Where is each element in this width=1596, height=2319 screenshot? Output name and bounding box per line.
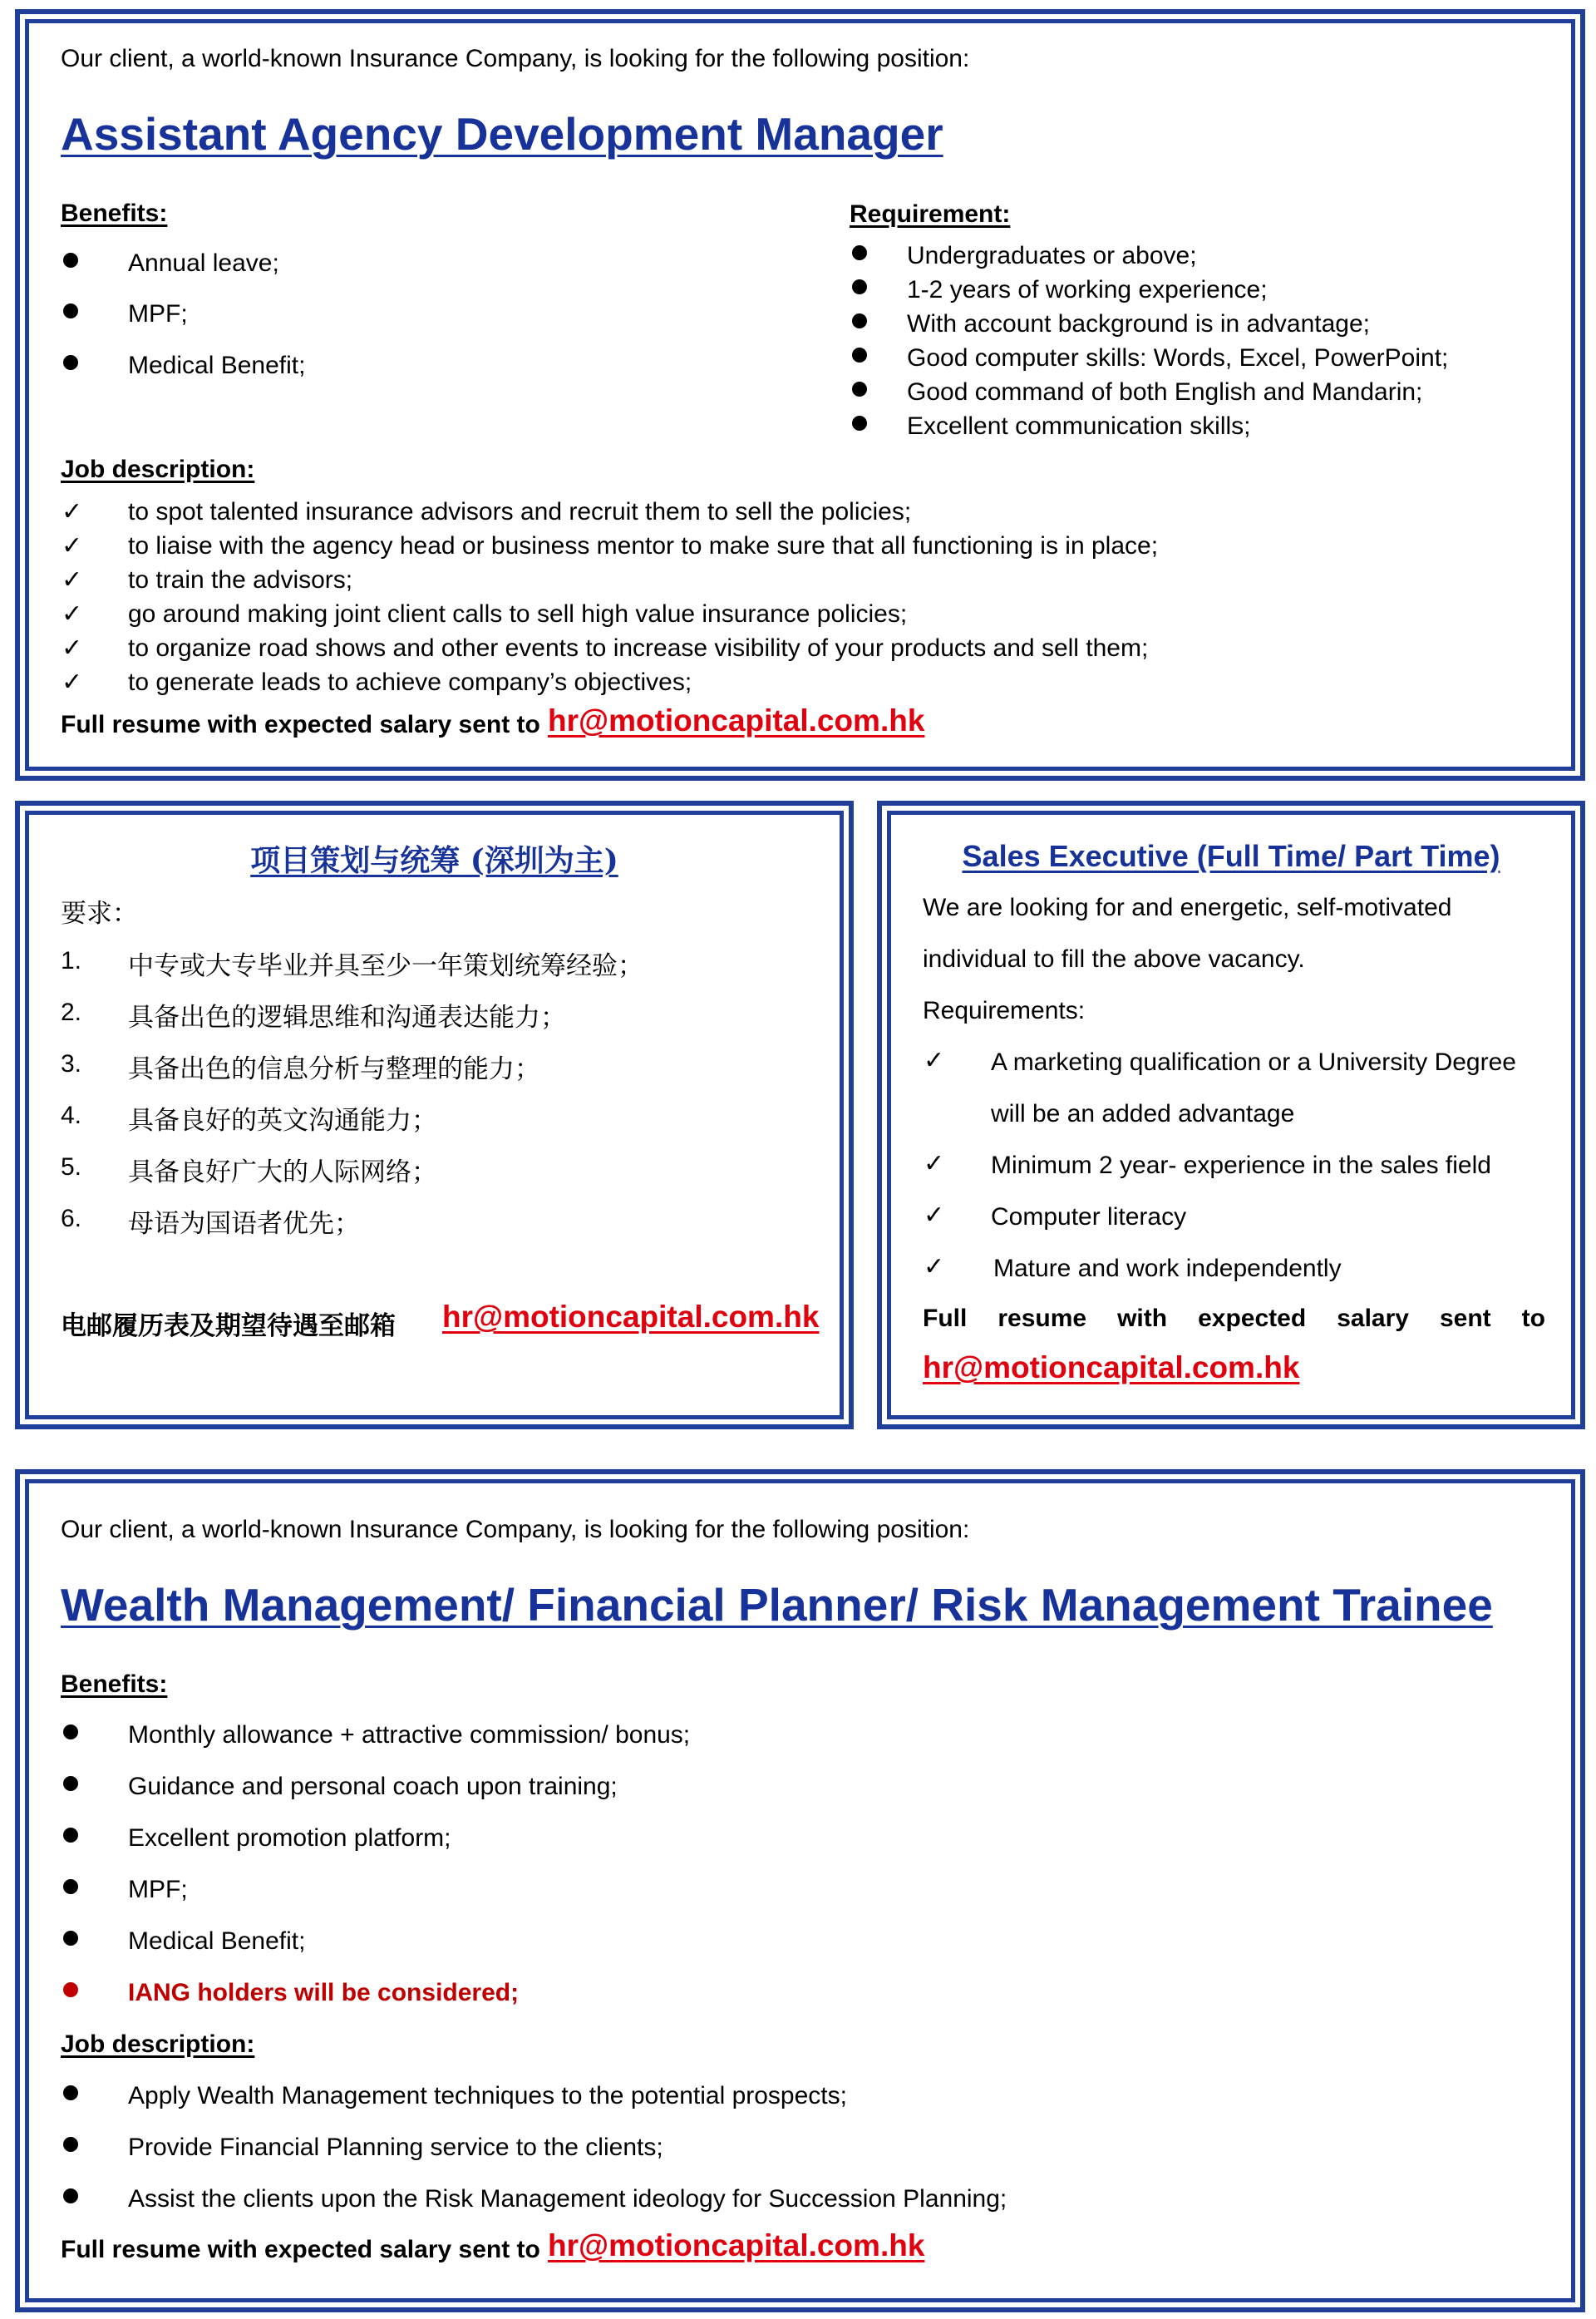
ad3-desc-line2: individual to fill the above vacancy.: [923, 945, 1305, 973]
bullet-icon: [63, 1776, 78, 1791]
ad1-requirement: Good computer skills: Words, Excel, PowerPoint;: [907, 344, 1449, 372]
ad3-send-word: to: [1521, 1305, 1545, 1332]
ad-assistant-agency-manager: [15, 9, 1585, 781]
ad3-send-word: Full: [923, 1305, 968, 1332]
ad3-email-link[interactable]: hr@motioncapital.com.hk: [923, 1350, 1300, 1384]
ad1-requirement: With account background is in advantage;: [907, 310, 1371, 338]
ad1-job: to liaise with the agency head or business mentor to make sure that all functioning is in place;: [128, 532, 1159, 560]
ad2-email-link[interactable]: hr@motioncapital.com.hk: [442, 1300, 820, 1334]
ad1-benefit: Medical Benefit;: [128, 352, 306, 379]
bullet-icon: [63, 1982, 78, 1997]
ad4-send-label: Full resume with expected salary sent to: [61, 2236, 540, 2263]
ad1-benefit: Annual leave;: [128, 249, 279, 277]
ad1-job-heading: Job description:: [61, 456, 255, 483]
ad2-item-number: 2.: [61, 999, 82, 1026]
bullet-icon: [63, 2085, 78, 2100]
checkmark-icon: ✓: [62, 668, 83, 697]
ad4-benefits-heading: Benefits:: [61, 1670, 168, 1698]
ad-wealth-management-trainee: [15, 1469, 1585, 2312]
ad2-send-label: 电邮履历表及期望待遇至邮箱: [61, 1311, 396, 1341]
ad-sales-executive: [877, 801, 1585, 1429]
bullet-icon: [63, 1879, 78, 1894]
checkmark-icon: ✓: [62, 565, 83, 595]
ad4-job: Assist the clients upon the Risk Management ideology for Succession Planning;: [128, 2185, 1007, 2213]
ad2-item-number: 1.: [61, 947, 82, 974]
ad3-req: Computer literacy: [991, 1203, 1187, 1231]
ad1-requirement: Good command of both English and Mandarin;: [907, 378, 1423, 406]
ad2-item-number: 6.: [61, 1205, 82, 1232]
ad2-item-number: 4.: [61, 1102, 82, 1129]
checkmark-icon: ✓: [924, 1046, 945, 1075]
ad1-email-link[interactable]: hr@motioncapital.com.hk: [548, 703, 925, 738]
ad1-benefit: MPF;: [128, 300, 188, 328]
ad3-send-word: sent: [1439, 1305, 1491, 1332]
ad4-job-heading: Job description:: [61, 2030, 255, 2058]
ad2-item-text: 具备良好广大的人际网络；: [128, 1157, 437, 1187]
ad2-item-number: 5.: [61, 1153, 82, 1181]
bullet-icon: [852, 348, 867, 363]
ad3-req: Mature and work independently: [993, 1255, 1342, 1282]
ad3-send-word: resume: [998, 1305, 1087, 1332]
ad4-email-link[interactable]: hr@motioncapital.com.hk: [548, 2228, 925, 2262]
bullet-icon: [852, 279, 867, 294]
ad3-send-word: expected: [1198, 1305, 1307, 1332]
bullet-icon: [852, 245, 867, 260]
ad1-job: to train the advisors;: [128, 566, 353, 594]
ad4-benefit: Guidance and personal coach upon training;: [128, 1773, 618, 1800]
ad3-req: Minimum 2 year- experience in the sales field: [991, 1152, 1491, 1179]
ad4-intro: Our client, a world-known Insurance Company, is looking for the following position:: [61, 1516, 970, 1543]
ad2-item-text: 中专或大专毕业并具至少一年策划统筹经验；: [128, 951, 643, 981]
bullet-icon: [852, 313, 867, 328]
bullet-icon: [852, 416, 867, 431]
ad1-requirement-heading: Requirement:: [850, 200, 1011, 228]
ad3-send-word: with: [1117, 1305, 1168, 1332]
ad4-title: Wealth Management/ Financial Planner/ Risk Management Trainee: [61, 1579, 1493, 1631]
ad4-benefit: Monthly allowance + attractive commission/ bonus;: [128, 1721, 691, 1749]
ad3-send-line: [923, 1305, 1545, 1333]
ad4-job: Apply Wealth Management techniques to the potential prospects;: [128, 2082, 847, 2109]
checkmark-icon: ✓: [62, 531, 83, 560]
ad1-job: to generate leads to achieve company’s objectives;: [128, 669, 692, 696]
ad1-intro: Our client, a world-known Insurance Company, is looking for the following position:: [61, 45, 970, 72]
ad3-send-word: salary: [1337, 1305, 1409, 1332]
ad1-requirement: Undergraduates or above;: [907, 242, 1197, 269]
ad1-job: go around making joint client calls to sell high value insurance policies;: [128, 600, 908, 628]
ad3-req-cont: will be an added advantage: [991, 1100, 1295, 1127]
ad1-requirement: Excellent communication skills;: [907, 412, 1251, 440]
ad2-item-text: 具备出色的信息分析与整理的能力；: [128, 1054, 540, 1084]
ad2-req-label: 要求：: [61, 899, 138, 929]
ad2-title: 项目策划与统筹 (深圳为主): [250, 843, 618, 878]
bullet-icon: [63, 1931, 78, 1946]
bullet-icon: [63, 2188, 78, 2203]
bullet-icon: [63, 355, 78, 370]
checkmark-icon: ✓: [62, 497, 83, 526]
checkmark-icon: ✓: [62, 634, 83, 663]
bullet-icon: [63, 303, 78, 318]
ad1-job: to spot talented insurance advisors and recruit them to sell the policies;: [128, 498, 912, 525]
checkmark-icon: ✓: [924, 1201, 945, 1230]
ad2-item-text: 具备出色的逻辑思维和沟通表达能力；: [128, 1003, 566, 1033]
ad4-benefit: Excellent promotion platform;: [128, 1824, 451, 1852]
bullet-icon: [63, 253, 78, 268]
ad4-benefit: Medical Benefit;: [128, 1927, 306, 1955]
bullet-icon: [63, 1724, 78, 1739]
ad4-benefit: MPF;: [128, 1876, 188, 1903]
bullet-icon: [852, 382, 867, 397]
ad2-item-number: 3.: [61, 1050, 82, 1078]
ad2-item-text: 母语为国语者优先；: [128, 1209, 360, 1239]
ad3-req-label: Requirements:: [923, 997, 1086, 1024]
ad2-item-text: 具备良好的英文沟通能力；: [128, 1106, 437, 1136]
bullet-icon: [63, 1828, 78, 1843]
ad1-send-label: Full resume with expected salary sent to: [61, 711, 540, 738]
ad3-desc-line1: We are looking for and energetic, self-motivated: [923, 894, 1452, 921]
ad1-requirement: 1-2 years of working experience;: [907, 276, 1268, 303]
checkmark-icon: ✓: [924, 1252, 945, 1281]
checkmark-icon: ✓: [924, 1149, 945, 1178]
ad1-job: to organize road shows and other events to increase visibility of your products and sell them;: [128, 634, 1149, 662]
checkmark-icon: ✓: [62, 599, 83, 629]
ad4-job: Provide Financial Planning service to the clients;: [128, 2134, 663, 2161]
ad-project-planning: [15, 801, 854, 1429]
ad4-iang-note: IANG holders will be considered;: [128, 1979, 520, 2006]
ad3-req: A marketing qualification or a University Degree: [991, 1048, 1516, 1076]
bullet-icon: [63, 2137, 78, 2152]
ad1-benefits-heading: Benefits:: [61, 200, 168, 227]
ad1-title: Assistant Agency Development Manager: [61, 108, 943, 160]
ad3-title: Sales Executive (Full Time/ Part Time): [962, 839, 1500, 873]
